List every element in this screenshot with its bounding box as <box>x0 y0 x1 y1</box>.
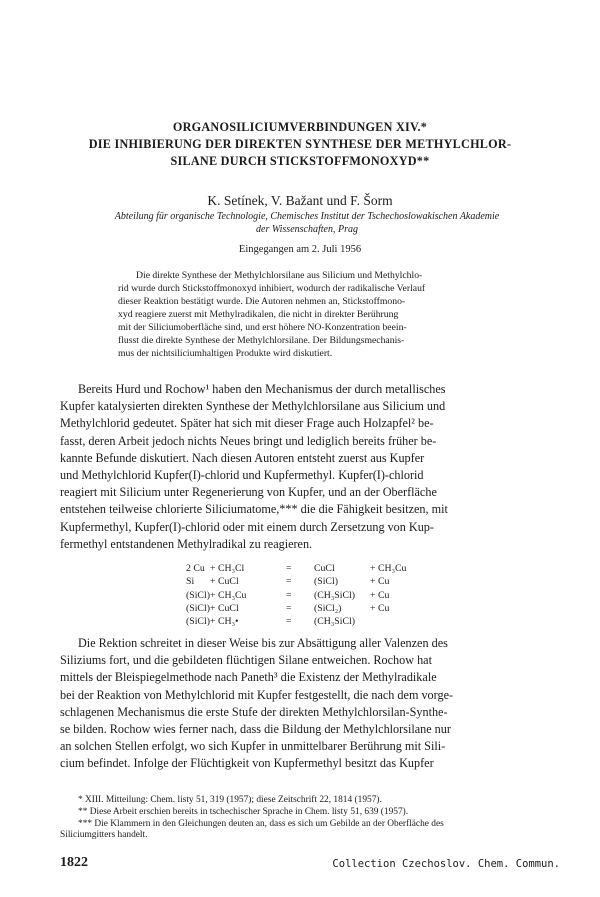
body-line: entstehen teilweise chlorierte Siliciumatome,*** die die Fähigkeit besitzen, mit <box>60 502 448 517</box>
abstract-line: rid wurde durch Stickstoffmonoxyd inhibiert, wodurch der radikalische Verlauf <box>118 283 426 294</box>
footnote-line: Siliciumgitters handelt. <box>60 830 148 841</box>
body-line: Siliziums fort, und die gebildeten flüchtigen Silane entweichen. Rochow hat <box>60 653 432 668</box>
eq-term: + Cu <box>370 602 390 614</box>
eq-term: + CH₃Cu <box>370 563 407 574</box>
title-line-2: DIE INHIBIERUNG DER DIREKTEN SYNTHESE DER METHYLCHLOR- <box>88 137 512 151</box>
body-line: Die Rektion schreitet in dieser Weise bis zur Absättigung aller Valenzen des <box>78 636 448 650</box>
eq-term: + CH₃Cu <box>210 589 247 601</box>
abstract-line: mit der Siliciumoberfläche sind, und erst höhere NO-Konzentration beein- <box>118 322 407 333</box>
footnote-line: *** Die Klammern in den Gleichungen deuten an, dass es sich um Gebilde an der Oberfläche des <box>78 818 444 829</box>
abstract-line: flusst die direkte Synthese der Methylchlorsilane. Der Bildungsmechanis- <box>118 335 405 346</box>
eq-term: 2 Cu <box>186 563 205 574</box>
body-line: Kupfermethyl, Kupfer(I)-chlorid oder mit einem durch Zersetzung von Kup- <box>60 519 434 534</box>
eq-term: (SiCl) <box>314 576 338 588</box>
body-line: cium befindet. Infolge der Flüchtigkeit von Kupfermethyl besitzt das Kupfer <box>60 756 434 771</box>
eq-term: + CuCl <box>210 602 239 614</box>
body-line: Methylchlorid gedeutet. Später hat sich mit dieser Frage auch Holzapfel² be- <box>60 416 434 431</box>
body-line: an solchen Stellen erfolgt, wo sich Kupfer in unmittelbarer Berührung mit Sili- <box>60 739 446 754</box>
body-line: fermethyl entstandenen Methylradikal zu reagieren. <box>60 536 313 551</box>
paragraph-2 <box>60 635 560 773</box>
body-line: Kupfer katalysierten direkten Synthese der Methylchlorsilane aus Silicium und <box>60 399 446 414</box>
footnotes <box>60 795 560 842</box>
eq-term: (SiCl) <box>186 602 210 614</box>
eq-term: (CH₃SiCl) <box>314 616 355 628</box>
eq-term: + Cu <box>370 576 390 588</box>
eq-sign: = <box>286 576 292 588</box>
eq-term: (SiCl) <box>186 589 210 601</box>
affiliation <box>62 210 552 236</box>
eq-term: + CH₃• <box>210 616 239 628</box>
title-line-1: ORGANOSILICIUMVERBINDUNGEN XIV.* <box>172 120 428 134</box>
eq-term: Si <box>186 576 195 588</box>
received-date: Eingegangen am 2. Juli 1956 <box>238 244 362 255</box>
eq-term: + Cu <box>370 589 390 601</box>
journal-name: Collection Czechoslov. Chem. Commun. <box>332 858 560 870</box>
abstract-line: Die direkte Synthese der Methylchlorsilane aus Silicium und Methylchlo- <box>136 270 423 281</box>
footnote-line: ** Diese Arbeit erschien bereits in tschechischer Sprache in Chem. listy 51, 639 (1957). <box>78 806 409 817</box>
body-line: mittels der Bleispiegelmethode nach Paneth³ die Existenz der Methylradikale <box>60 670 437 685</box>
eq-term: (SiCl₂) <box>314 602 342 614</box>
eq-term: CuCl <box>314 563 335 574</box>
eq-sign: = <box>286 602 292 614</box>
body-line: kannte Befunde diskutiert. Nach diesen Autoren entsteht zuerst aus Kupfer <box>60 450 425 465</box>
eq-term: + CuCl <box>210 576 239 588</box>
eq-term: (CH₃SiCl) <box>314 589 355 601</box>
body-line: Bereits Hurd und Rochow¹ haben den Mechanismus der durch metallisches <box>78 382 446 396</box>
title-line-3: SILANE DURCH STICKSTOFFMONOXYD** <box>170 154 430 168</box>
abstract-line: dieser Reaktion bestätigt wurde. Die Autoren nehmen an, Stickstoffmono- <box>118 296 406 307</box>
abstract <box>118 269 490 360</box>
eq-sign: = <box>286 563 292 574</box>
footnote-line: * XIII. Mitteilung: Chem. listy 51, 319 (1957); diese Zeitschrift 22, 1814 (1957). <box>78 795 382 805</box>
eq-sign: = <box>286 616 292 628</box>
eq-sign: = <box>286 589 292 601</box>
body-line: schlagenen Mechanismus die erste Stufe der direkten Methylchlorsilan-Synthe- <box>60 704 448 719</box>
abstract-line: xyd reagiere zuerst mit Methylradikalen, die nicht in direkter Berührung <box>118 309 399 320</box>
body-line: reagiert mit Silicium unter Regenerierung von Kupfer, und an der Oberfläche <box>60 485 437 500</box>
page-number: 1822 <box>60 855 88 870</box>
authors: K. Setínek, V. Bažant und F. Šorm <box>207 193 393 208</box>
affiliation-line: Abteilung für organische Technologie, Chemisches Institut der Tschechoslowakischen Akademie <box>114 211 500 222</box>
body-line: bei der Reaktion von Methylchlorid mit Kupfer festgestellt, die nach dem vorge- <box>60 687 454 702</box>
affiliation-line: der Wissenschaften, Prag <box>256 224 358 235</box>
body-line: und Methylchlorid Kupfer(I)-chlorid und Kupfermethyl. Kupfer(I)-chlorid <box>60 468 424 483</box>
body-line: fasst, deren Arbeit jedoch nichts Neues bringt und lediglich bereits früher be- <box>60 433 437 448</box>
body-line: se bilden. Rochow wies ferner nach, dass die Bildung der Methylchlorsilane nur <box>60 722 451 737</box>
eq-term: (SiCl) <box>186 616 210 628</box>
abstract-line: mus der nichtsiliciumhaltigen Produkte wird diskutiert. <box>118 348 333 359</box>
paragraph-1 <box>60 381 560 553</box>
eq-term: + CH₃Cl <box>210 563 245 574</box>
